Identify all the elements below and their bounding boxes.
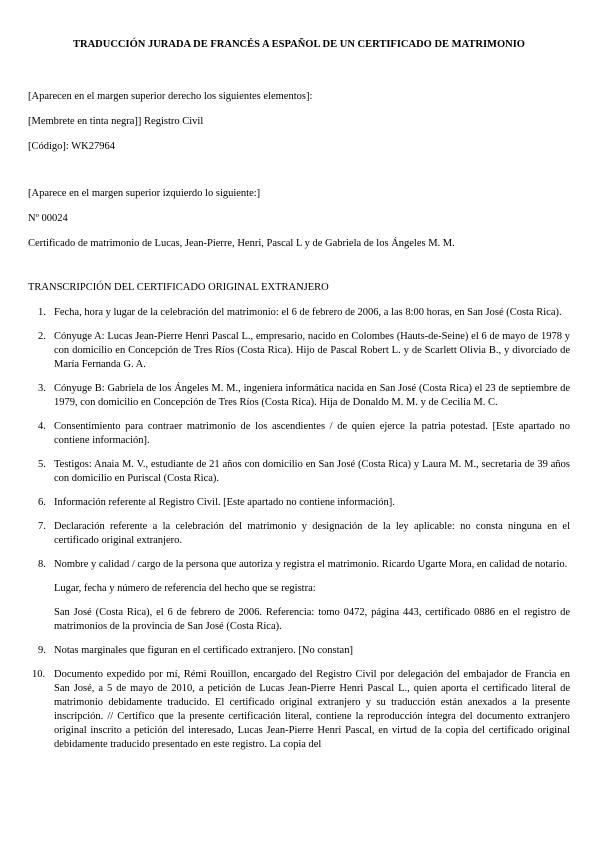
item8-sub-label: Lugar, fecha y número de referencia del hecho que se registra: <box>54 583 316 594</box>
list-item: 7. Declaración referente a la celebración del matrimonio y designación de la ley aplicable: no consta ninguna en el certificado original extranjero. <box>38 521 570 546</box>
list-item: 4. Consentimiento para contraer matrimonio de los ascendientes / de quien ejerce la patria potestad. [Este apartado no contiene información]. <box>38 421 570 446</box>
transcription-list-tail <box>28 644 570 752</box>
list-item: 8. Nombre y calidad / cargo de la persona que autoriza y registra el matrimonio. Ricardo Ugarte Mora, en calidad de notario. <box>38 559 568 570</box>
document-title: TRADUCCIÓN JURADA DE FRANCÉS A ESPAÑOL DE UN CERTIFICADO DE MATRIMONIO <box>73 39 525 50</box>
list-item: 3. Cónyuge B: Gabriela de los Ángeles M. M., ingeniera informática nacida en San José (Costa Rica) el 23 de septiembre de 1979, con domicilio en Concepción de Tres Ríos (Costa Rica). Hija de Donaldo M. M. y de Cecilia M. C. <box>38 383 570 408</box>
certificate-subject: Certificado de matrimonio de Lucas, Jean-Pierre, Henri, Pascal L y de Gabriela de los Ángeles M. M. <box>28 238 455 249</box>
item8-sub-detail: San José (Costa Rica), el 6 de febrero de 2006. Referencia: tomo 0472, página 443, certificado 0886 en el registro de matrimonios de la provincia de San José (Costa Rica). <box>54 607 570 632</box>
code-line: [Código]: WK27964 <box>28 141 116 152</box>
list-item: 2. Cónyuge A: Lucas Jean-Pierre Henri Pascal L., empresario, nacido en Colombes (Hauts-de-Seine) el 6 de mayo de 1978 y con domicilio en Concepción de Tres Ríos (Costa Rica). Hijo de Pascal Robert L. y de Scarlett Olivia B., y divorciado de María Fernanda G. A. <box>38 331 570 370</box>
certificate-number: Nº 00024 <box>28 213 68 224</box>
list-item: 6. Información referente al Registro Civil. [Este apartado no contiene información]. <box>38 497 395 508</box>
transcription-list <box>28 306 570 572</box>
list-item: 9. Notas marginales que figuran en el certificado extranjero. [No constan] <box>38 645 353 656</box>
letterhead-line: [Membrete en tinta negra]] Registro Civil <box>28 116 204 127</box>
list-item: 10. Documento expedido por mí, Rémi Rouillon, encargado del Registro Civil por delegación del embajador de Francia en San José, a 5 de mayo de 2010, a petición de Lucas Jean-Pierre Henri Pascal L., quien aporta el certificado literal de matrimonio debidamente traducido. El certificado original extranjero y su traducción están anexados a la presente inscripción. // Certifico que la presente certificación literal, contiene la reproducción íntegra del documento extranjero original inscrito a petición del interesado, Lucas Jean-Pierre Henri Pascal, en virtud de la copia del certificado original debidamente traducido presentado en este registro. La copia del <box>32 669 570 750</box>
header-right-intro: [Aparecen en el margen superior derecho los siguientes elementos]: <box>28 91 313 102</box>
header-left-intro: [Aparece en el margen superior izquierdo lo siguiente:] <box>28 188 261 199</box>
list-item: 5. Testigos: Anaia M. V., estudiante de 21 años con domicilio en San José (Costa Rica) y Laura M. M., secretaria de 39 años con domicilio en Puriscal (Costa Rica). <box>38 459 570 484</box>
list-item: 1. Fecha, hora y lugar de la celebración del matrimonio: el 6 de febrero de 2006, a las 8:00 horas, en San José (Costa Rica). <box>38 307 562 318</box>
section-title: TRANSCRIPCIÓN DEL CERTIFICADO ORIGINAL EXTRANJERO <box>28 282 329 293</box>
